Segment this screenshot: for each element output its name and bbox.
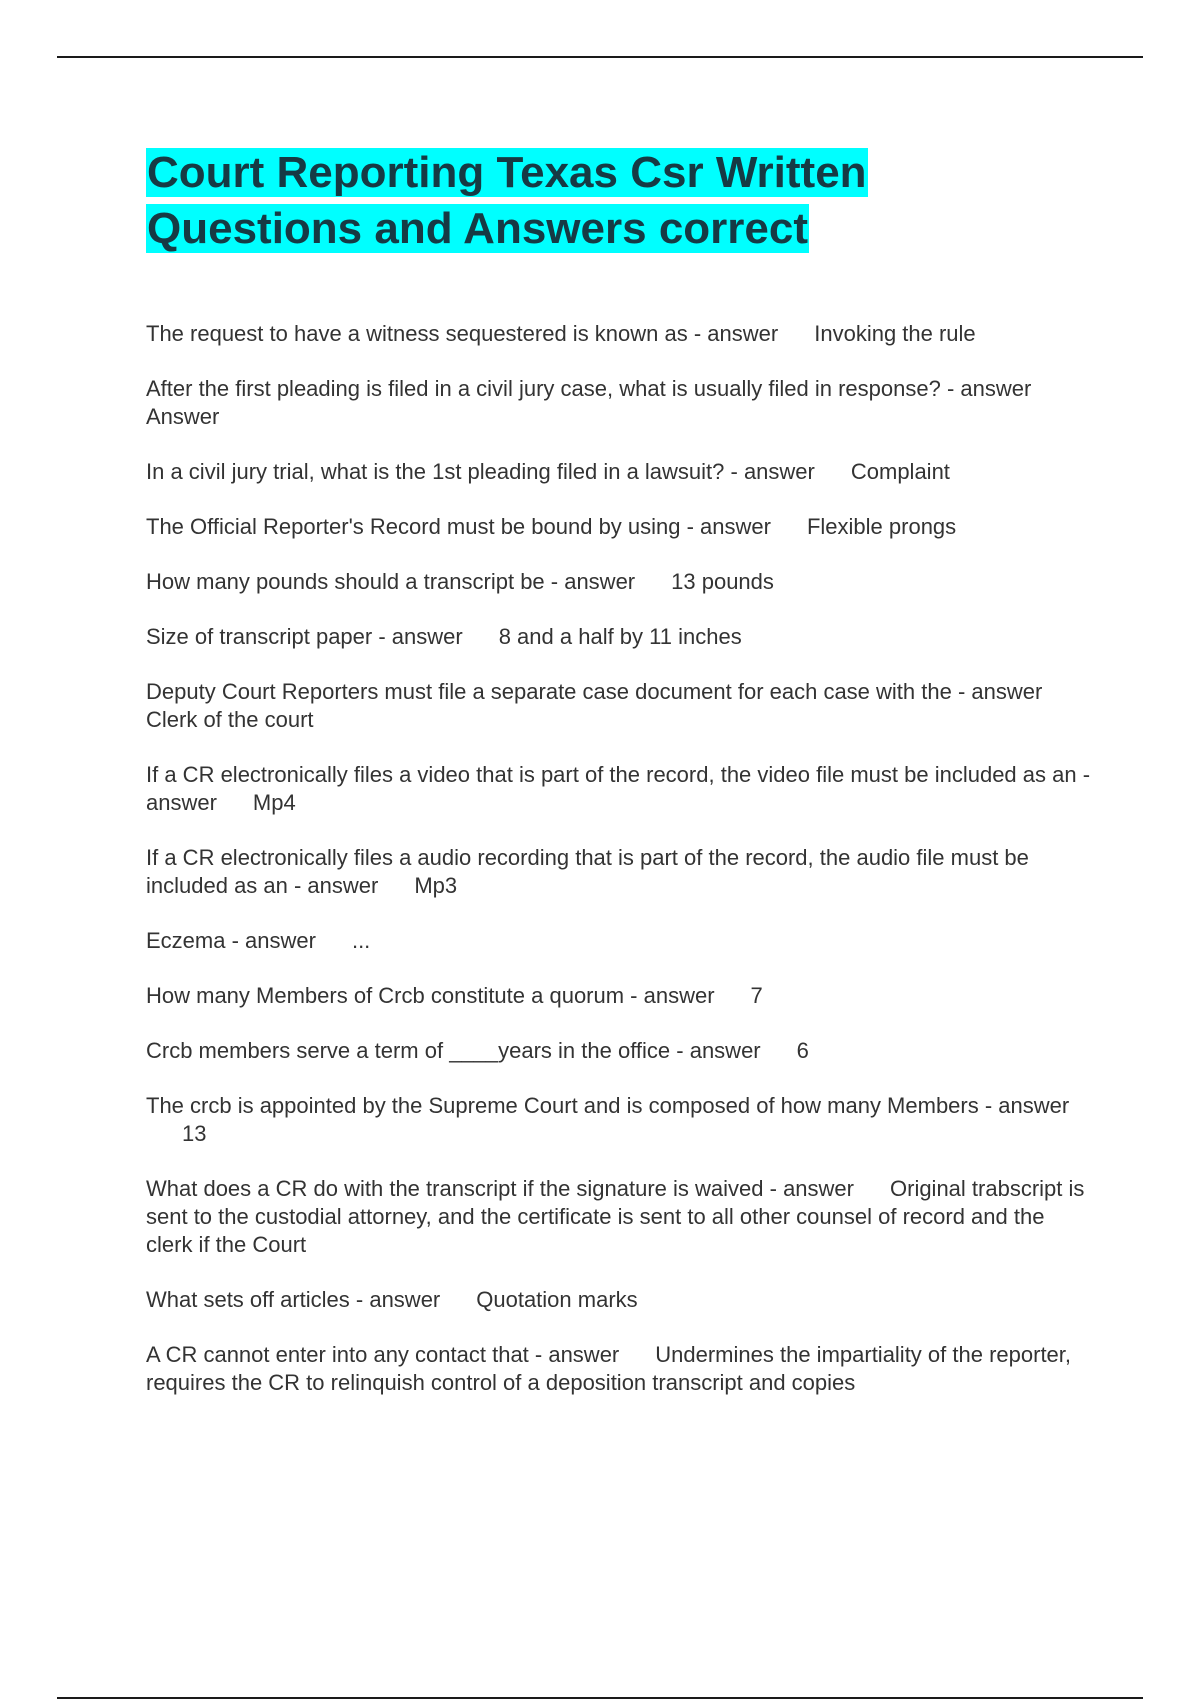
question-text: Eczema - answer [146,928,316,953]
qa-item [146,1037,1096,1065]
title-line-1: Court Reporting Texas Csr Written [147,148,867,197]
question-text: After the first pleading is filed in a civil jury case, what is usually filed in response? - answer [146,376,1032,401]
answer-text: Mp3 [414,873,458,898]
qa-item [146,844,1096,900]
answer-text: 13 [182,1121,207,1146]
footer-rule [57,1697,1143,1699]
qa-item [146,678,1096,734]
qa-item [146,375,1096,431]
answer-text: Complaint [850,459,950,484]
answer-text: Answer [146,404,220,429]
qa-item [146,1175,1096,1259]
title-line-2: Questions and Answers correct [147,204,809,253]
answer-text: Mp4 [252,790,296,815]
qa-item [146,320,1096,348]
question-text: If a CR electronically files a video that is part of the record, the video file must be included as an - answer [146,762,1091,815]
question-text: In a civil jury trial, what is the 1st pleading filed in a lawsuit? - answer [146,459,815,484]
qa-item [146,1092,1096,1148]
answer-text: Undermines the impartiality of the reporter, requires the CR to relinquish control of a deposition transcript and copies [146,1342,1072,1395]
answer-text: Flexible prongs [806,514,957,539]
question-text: The request to have a witness sequestered is known as - answer [146,321,779,346]
answer-text: 7 [750,983,763,1008]
answer-text: Quotation marks [476,1287,638,1312]
question-text: What does a CR do with the transcript if the signature is waived - answer [146,1176,854,1201]
answer-text: ... [351,928,371,953]
qa-item [146,927,1096,955]
answer-text: 8 and a half by 11 inches [498,624,742,649]
question-text: The crcb is appointed by the Supreme Court and is composed of how many Members - answer [146,1093,1070,1118]
question-text: Size of transcript paper - answer [146,624,463,649]
question-text: Crcb members serve a term of ____years in the office - answer [146,1038,761,1063]
question-text: The Official Reporter's Record must be bound by using - answer [146,514,771,539]
qa-item [146,1286,1096,1314]
qa-item [146,568,1096,596]
document-body [146,145,1096,1424]
answer-text: 6 [796,1038,809,1063]
question-text: Deputy Court Reporters must file a separate case document for each case with the - answer [146,679,1043,704]
answer-text: Original trabscript is sent to the custodial attorney, and the certificate is sent to all other counsel of record and the clerk if the Court [146,1176,1085,1257]
qa-list [146,320,1096,1397]
question-text: How many pounds should a transcript be - answer [146,569,636,594]
question-text: A CR cannot enter into any contact that - answer [146,1342,620,1367]
qa-item [146,513,1096,541]
qa-item [146,761,1096,817]
answer-text: Clerk of the court [146,707,314,732]
qa-item [146,982,1096,1010]
qa-item [146,458,1096,486]
question-text: What sets off articles - answer [146,1287,441,1312]
question-text: If a CR electronically files a audio recording that is part of the record, the audio file must be included as an - answer [146,845,1029,898]
document-title [146,145,1096,257]
qa-item [146,623,1096,651]
answer-text: 13 pounds [671,569,774,594]
answer-text: Invoking the rule [814,321,976,346]
qa-item [146,1341,1096,1397]
header-rule [57,56,1143,58]
question-text: How many Members of Crcb constitute a quorum - answer [146,983,715,1008]
